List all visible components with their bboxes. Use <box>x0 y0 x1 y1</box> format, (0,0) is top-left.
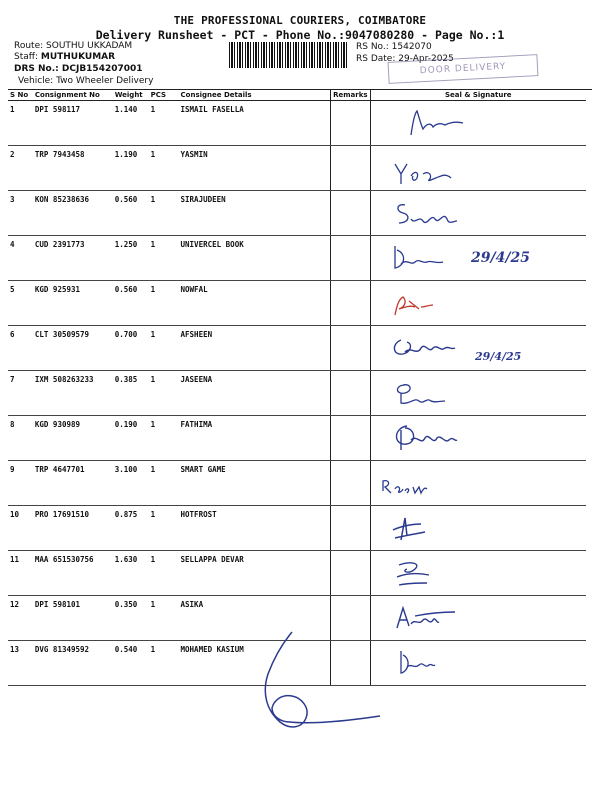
cell-consignment: TRP 4647701 <box>33 461 113 506</box>
cell-weight: 0.560 <box>113 281 149 326</box>
runsheet-subtitle: Delivery Runsheet - PCT - Phone No.:9047080280 - Page No.:1 <box>95 28 505 42</box>
cell-remarks <box>331 101 370 146</box>
signature-3 <box>371 191 579 231</box>
cell-weight: 0.540 <box>113 641 149 686</box>
cell-sno: 2 <box>8 146 33 191</box>
cell-remarks <box>331 236 370 281</box>
table-row <box>8 416 586 461</box>
cell-consignee: FATHIMA <box>179 416 331 461</box>
col-remarks: Remarks <box>331 90 370 101</box>
cell-consignee: YASMIN <box>179 146 331 191</box>
drs-label: DRS No.: <box>14 64 62 74</box>
cell-remarks <box>331 461 370 506</box>
cell-signature <box>370 191 586 236</box>
cell-weight: 0.350 <box>113 596 149 641</box>
col-weight: Weight <box>113 90 149 101</box>
cell-weight: 3.100 <box>113 461 149 506</box>
staff-label: Staff: <box>14 52 41 62</box>
cell-sno: 13 <box>8 641 33 686</box>
signature-6 <box>371 326 579 366</box>
cell-sno: 12 <box>8 596 33 641</box>
col-signature: Seal & Signature <box>370 90 586 101</box>
cell-signature <box>370 416 586 461</box>
cell-pcs: 1 <box>149 596 179 641</box>
cell-consignment: DPI 598101 <box>33 596 113 641</box>
table-row <box>8 461 586 506</box>
signature-5 <box>371 281 579 321</box>
cell-remarks <box>331 146 370 191</box>
signature-7 <box>371 371 579 411</box>
vehicle-label: Vehicle: Two Wheeler Delivery <box>18 76 154 86</box>
col-sno: S No <box>8 90 33 101</box>
cell-consignment: DPI 598117 <box>33 101 113 146</box>
cell-remarks <box>331 191 370 236</box>
cell-pcs: 1 <box>149 506 179 551</box>
table-row <box>8 506 586 551</box>
cell-sno: 3 <box>8 191 33 236</box>
cell-pcs: 1 <box>149 236 179 281</box>
table-row <box>8 551 586 596</box>
signature-11 <box>371 551 579 591</box>
route-label: Route: SOUTHU UKKADAM <box>14 41 133 51</box>
cell-weight: 0.190 <box>113 416 149 461</box>
table-row <box>8 101 586 146</box>
cell-signature <box>370 551 586 596</box>
cell-consignment: KGD 930989 <box>33 416 113 461</box>
cell-weight: 1.190 <box>113 146 149 191</box>
signature-2 <box>371 146 579 186</box>
cell-consignee: ASIKA <box>179 596 331 641</box>
cell-pcs: 1 <box>149 641 179 686</box>
cell-consignee: UNIVERCEL BOOK <box>179 236 331 281</box>
cell-sno: 5 <box>8 281 33 326</box>
cell-signature <box>370 146 586 191</box>
cell-consignment: KGD 925931 <box>33 281 113 326</box>
drs-number: DCJB154207001 <box>61 64 143 74</box>
cell-remarks <box>331 551 370 596</box>
cell-consignment: PRO 17691510 <box>33 506 113 551</box>
barcode <box>229 42 349 68</box>
cell-signature <box>370 371 586 416</box>
cell-pcs: 1 <box>149 281 179 326</box>
signature-10 <box>371 506 579 546</box>
cell-remarks <box>331 506 370 551</box>
col-consignment: Consignment No <box>33 90 113 101</box>
cell-consignment: CUD 2391773 <box>33 236 113 281</box>
cell-consignee: SMART GAME <box>179 461 331 506</box>
signature-1 <box>371 101 579 141</box>
signature-9 <box>371 461 579 501</box>
drs-field <box>14 64 143 74</box>
cell-consignment: CLT 30509579 <box>33 326 113 371</box>
handwritten-date-4: 29/4/25 <box>470 250 530 266</box>
staff-field <box>14 52 115 62</box>
signature-4 <box>371 236 579 276</box>
cell-sno: 7 <box>8 371 33 416</box>
cell-consignment: IXM 508263233 <box>33 371 113 416</box>
cell-consignment: KON 85238636 <box>33 191 113 236</box>
cell-sno: 6 <box>8 326 33 371</box>
cell-consignee: MOHAMED KASIUM <box>179 641 331 686</box>
cell-consignment: MAA 651530756 <box>33 551 113 596</box>
cell-pcs: 1 <box>149 146 179 191</box>
table-row <box>8 371 586 416</box>
cell-weight: 0.385 <box>113 371 149 416</box>
cell-remarks <box>331 281 370 326</box>
cell-consignee: JASEENA <box>179 371 331 416</box>
cell-weight: 1.630 <box>113 551 149 596</box>
cell-signature <box>370 101 586 146</box>
cell-sno: 4 <box>8 236 33 281</box>
signature-8 <box>371 416 579 456</box>
col-pcs: PCS <box>149 90 179 101</box>
cell-weight: 1.250 <box>113 236 149 281</box>
cell-consignee: HOTFROST <box>179 506 331 551</box>
cell-signature <box>370 506 586 551</box>
table-row <box>8 281 586 326</box>
runsheet-table <box>8 90 586 686</box>
cell-sno: 8 <box>8 416 33 461</box>
rs-date: RS Date: 29-Apr-2025 <box>356 54 454 64</box>
cell-weight: 0.875 <box>113 506 149 551</box>
cell-signature <box>370 281 586 326</box>
cell-remarks <box>331 371 370 416</box>
cell-consignee: NOWFAL <box>179 281 331 326</box>
door-delivery-stamp: DOOR DELIVERY <box>388 54 539 84</box>
cell-sno: 1 <box>8 101 33 146</box>
cell-signature <box>370 461 586 506</box>
cell-consignment: DVG 81349592 <box>33 641 113 686</box>
table-row <box>8 191 586 236</box>
cell-pcs: 1 <box>149 461 179 506</box>
col-consignee: Consignee Details <box>179 90 331 101</box>
cell-pcs: 1 <box>149 191 179 236</box>
handwritten-date-6: 29/4/25 <box>474 350 521 363</box>
rs-number: RS No.: 1542070 <box>356 42 432 52</box>
cell-remarks <box>331 326 370 371</box>
table-header <box>8 90 586 101</box>
cell-consignee: ISMAIL FASELLA <box>179 101 331 146</box>
cell-signature <box>370 326 586 371</box>
cell-consignee: AFSHEEN <box>179 326 331 371</box>
cell-weight: 1.140 <box>113 101 149 146</box>
staff-name: MUTHUKUMAR <box>40 52 116 62</box>
cell-pcs: 1 <box>149 101 179 146</box>
cell-pcs: 1 <box>149 416 179 461</box>
cell-pcs: 1 <box>149 326 179 371</box>
cell-pcs: 1 <box>149 551 179 596</box>
table-row <box>8 326 586 371</box>
cell-weight: 0.560 <box>113 191 149 236</box>
cell-sno: 9 <box>8 461 33 506</box>
table-row <box>8 146 586 191</box>
cell-consignee: SELLAPPA DEVAR <box>179 551 331 596</box>
cell-pcs: 1 <box>149 371 179 416</box>
cell-weight: 0.700 <box>113 326 149 371</box>
cell-consignee: SIRAJUDEEN <box>179 191 331 236</box>
cell-signature <box>370 236 586 281</box>
table-row <box>8 236 586 281</box>
staff-signature <box>230 630 470 745</box>
cell-sno: 10 <box>8 506 33 551</box>
cell-consignment: TRP 7943458 <box>33 146 113 191</box>
cell-sno: 11 <box>8 551 33 596</box>
cell-remarks <box>331 416 370 461</box>
company-title: THE PROFESSIONAL COURIERS, COIMBATORE <box>173 14 427 27</box>
